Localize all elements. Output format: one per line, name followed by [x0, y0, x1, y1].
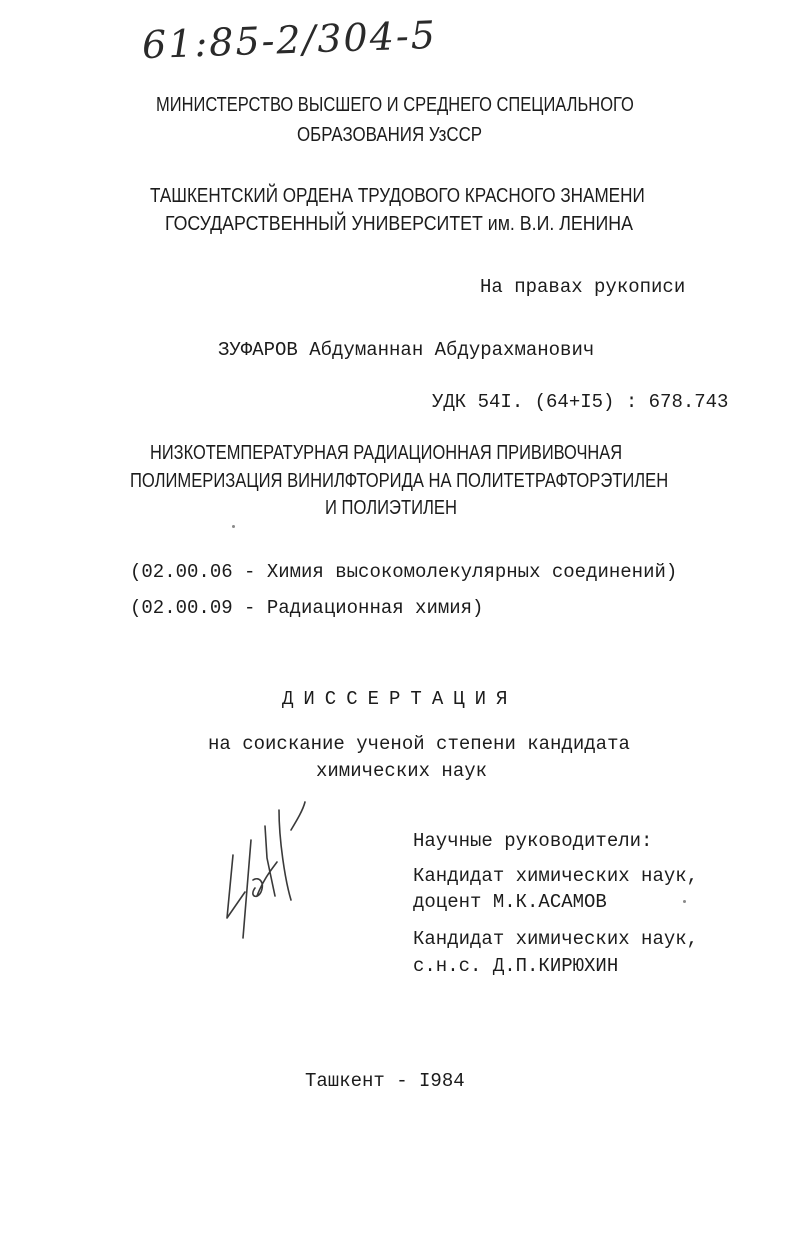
- ministry-line-2: ОБРАЗОВАНИЯ УзССР: [297, 124, 483, 146]
- handwritten-archive-number: 61:85-2/304-5: [141, 12, 438, 68]
- title-line-3: И ПОЛИЭТИЛЕН: [325, 497, 457, 519]
- udk-code: УДК 54I. (64+I5) : 678.743: [432, 391, 729, 413]
- ministry-line-1: МИНИСТЕРСТВО ВЫСШЕГО И СРЕДНЕГО СПЕЦИАЛЬНОГО: [156, 94, 634, 116]
- supervisor-2-name: с.н.с. Д.П.КИРЮХИН: [413, 955, 619, 977]
- title-line-1: НИЗКОТЕМПЕРАТУРНАЯ РАДИАЦИОННАЯ ПРИВИВОЧНАЯ: [150, 442, 623, 464]
- university-line-1: ТАШКЕНТСКИЙ ОРДЕНА ТРУДОВОГО КРАСНОГО ЗНАМЕНИ: [150, 185, 645, 207]
- title-line-2: ПОЛИМЕРИЗАЦИЯ ВИНИЛФТОРИДА НА ПОЛИТЕТРАФТОРЭТИЛЕН: [130, 470, 669, 492]
- degree-line-2: химических наук: [316, 760, 488, 782]
- paper-speck: [232, 525, 235, 528]
- specialty-2: (02.00.09 - Радиационная химия): [130, 597, 484, 619]
- specialty-1: (02.00.06 - Химия высокомолекулярных соединений): [130, 561, 678, 583]
- supervisors-heading: Научные руководители:: [413, 830, 653, 852]
- university-line-2: ГОСУДАРСТВЕННЫЙ УНИВЕРСИТЕТ им. В.И. ЛЕНИНА: [165, 213, 633, 235]
- paper-speck: [683, 900, 686, 903]
- supervisor-1-name: доцент М.К.АСАМОВ: [413, 891, 607, 913]
- supervisor-1-degree: Кандидат химических наук,: [413, 865, 699, 887]
- place-and-year: Ташкент - I984: [305, 1070, 465, 1092]
- author-name: ЗУФАРОВ Абдуманнан Абдурахманович: [218, 339, 595, 361]
- manuscript-note: На правах рукописи: [480, 276, 686, 298]
- supervisor-2-degree: Кандидат химических наук,: [413, 928, 699, 950]
- dissertation-heading: ДИССЕРТАЦИЯ: [282, 688, 518, 710]
- degree-line-1: на соискание ученой степени кандидата: [208, 733, 630, 755]
- handwritten-signature: [205, 800, 315, 940]
